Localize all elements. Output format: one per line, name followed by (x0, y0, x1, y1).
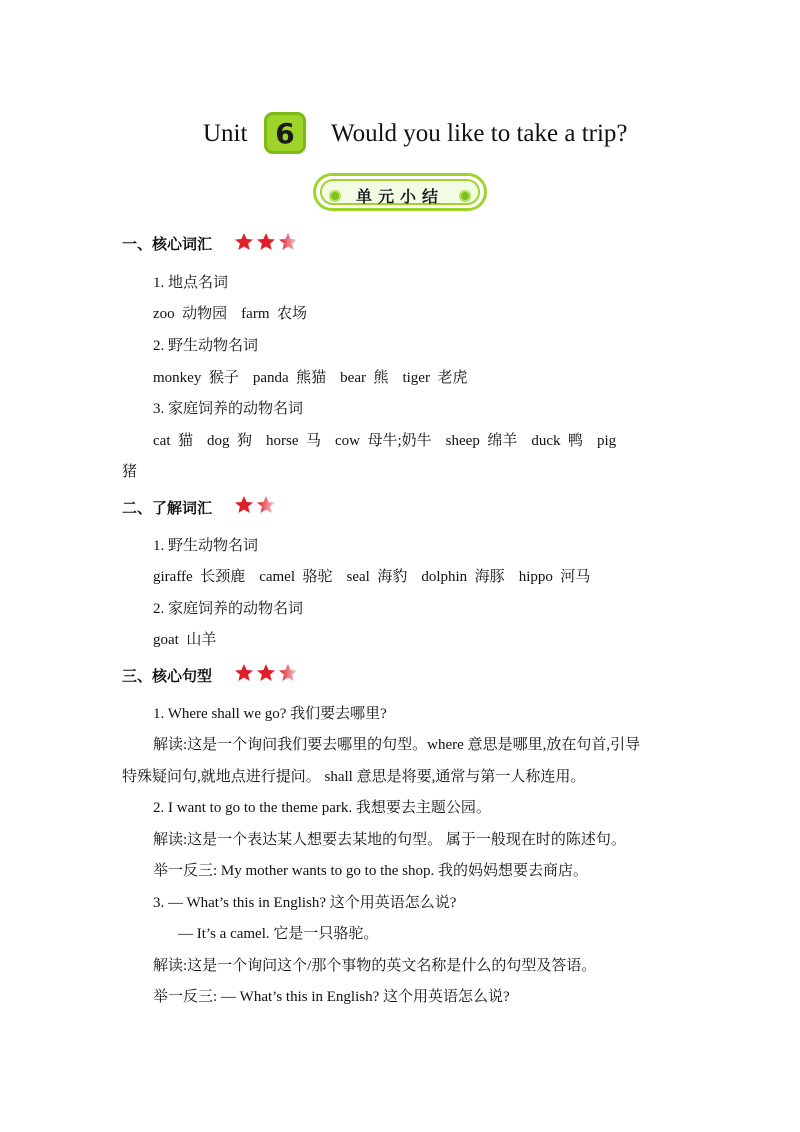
sentence-line: 2. I want to go to the theme park. 我想要去主题公园。 (153, 800, 491, 816)
sentence-line: — It’s a camel. 它是一只骆驼。 (178, 926, 379, 942)
vocab-entry: cat 猫 (153, 433, 193, 449)
vocab-entry: hippo 河马 (518, 569, 591, 585)
vocab-entry: duck 鸭 (531, 433, 583, 449)
group-label: 2. 家庭饲养的动物名词 (153, 601, 304, 617)
unit-summary-label: 单元小结 (355, 187, 444, 206)
half-star-icon (256, 495, 276, 515)
star-icon (234, 663, 254, 683)
vocab-entry: dolphin 海豚 (421, 569, 505, 585)
vocab-entry: dog 狗 (206, 433, 252, 449)
vocab-entry: cow 母牛;奶牛 (335, 433, 432, 449)
vocab-entry: zoo 动物园 (153, 306, 228, 322)
section-heading-core-sentences: 三、核心句型 (122, 667, 213, 685)
word-list (153, 565, 604, 586)
vocab-entry: giraffe 长颈鹿 (153, 569, 246, 585)
vocab-entry: horse 马 (266, 433, 321, 449)
vocab-entry: monkey 猴子 (153, 370, 239, 386)
vocab-entry: sheep 绵羊 (445, 433, 518, 449)
sentence-line: 解读:这是一个询问这个/那个事物的英文名称是什么的句型及答语。 (153, 958, 597, 974)
half-star-icon (278, 232, 298, 252)
green-dot-icon (459, 190, 471, 202)
vocab-entry: tiger 老虎 (402, 370, 468, 386)
word-list-wrap: 猪 (122, 464, 138, 480)
unit-title-row (0, 108, 800, 168)
vocab-entry: goat 山羊 (153, 632, 217, 648)
sentence-line: 解读:这是一个询问我们要去哪里的句型。where 意思是哪里,放在句首,引导 (153, 737, 641, 753)
vocab-entry: bear 熊 (340, 370, 389, 386)
star-icon (256, 232, 276, 252)
vocab-entry: panda 熊猫 (252, 370, 327, 386)
sentence-line: 1. Where shall we go? 我们要去哪里? (153, 706, 387, 722)
word-list (153, 366, 481, 387)
sentence-line: 举一反三: — What’s this in English? 这个用英语怎么说? (153, 989, 510, 1005)
unit-word: Unit (203, 120, 248, 147)
section-heading-core-vocab: 一、核心词汇 (122, 235, 213, 253)
word-list (153, 302, 321, 323)
vocab-entry: camel 骆驼 (259, 569, 333, 585)
half-star-icon (278, 663, 298, 683)
star-icon (256, 663, 276, 683)
unit-number: 6 (275, 117, 295, 150)
vocab-entry: farm 农场 (241, 306, 307, 322)
section-heading-extra-vocab: 二、了解词汇 (122, 499, 213, 517)
star-icon (234, 495, 254, 515)
vocab-entry: seal 海豹 (346, 569, 408, 585)
group-label: 1. 野生动物名词 (153, 538, 259, 554)
sentence-line: 特殊疑问句,就地点进行提问。 shall 意思是将要,通常与第一人称连用。 (122, 769, 586, 785)
star-icon (234, 232, 254, 252)
group-label: 3. 家庭饲养的动物名词 (153, 401, 304, 417)
unit-title: Would you like to take a trip? (331, 120, 628, 147)
unit-summary-banner (313, 173, 487, 211)
group-label: 2. 野生动物名词 (153, 338, 259, 354)
word-list (153, 429, 630, 450)
word-list (153, 628, 230, 649)
sentence-line: 解读:这是一个表达某人想要去某地的句型。 属于一般现在时的陈述句。 (153, 832, 626, 848)
sentence-line: 举一反三: My mother wants to go to the shop. 我的妈妈想要去商店。 (153, 863, 588, 879)
group-label: 1. 地点名词 (153, 275, 229, 291)
sentence-line: 3. — What’s this in English? 这个用英语怎么说? (153, 895, 457, 911)
unit-number-badge (264, 112, 306, 154)
vocab-entry: pig (597, 433, 617, 449)
